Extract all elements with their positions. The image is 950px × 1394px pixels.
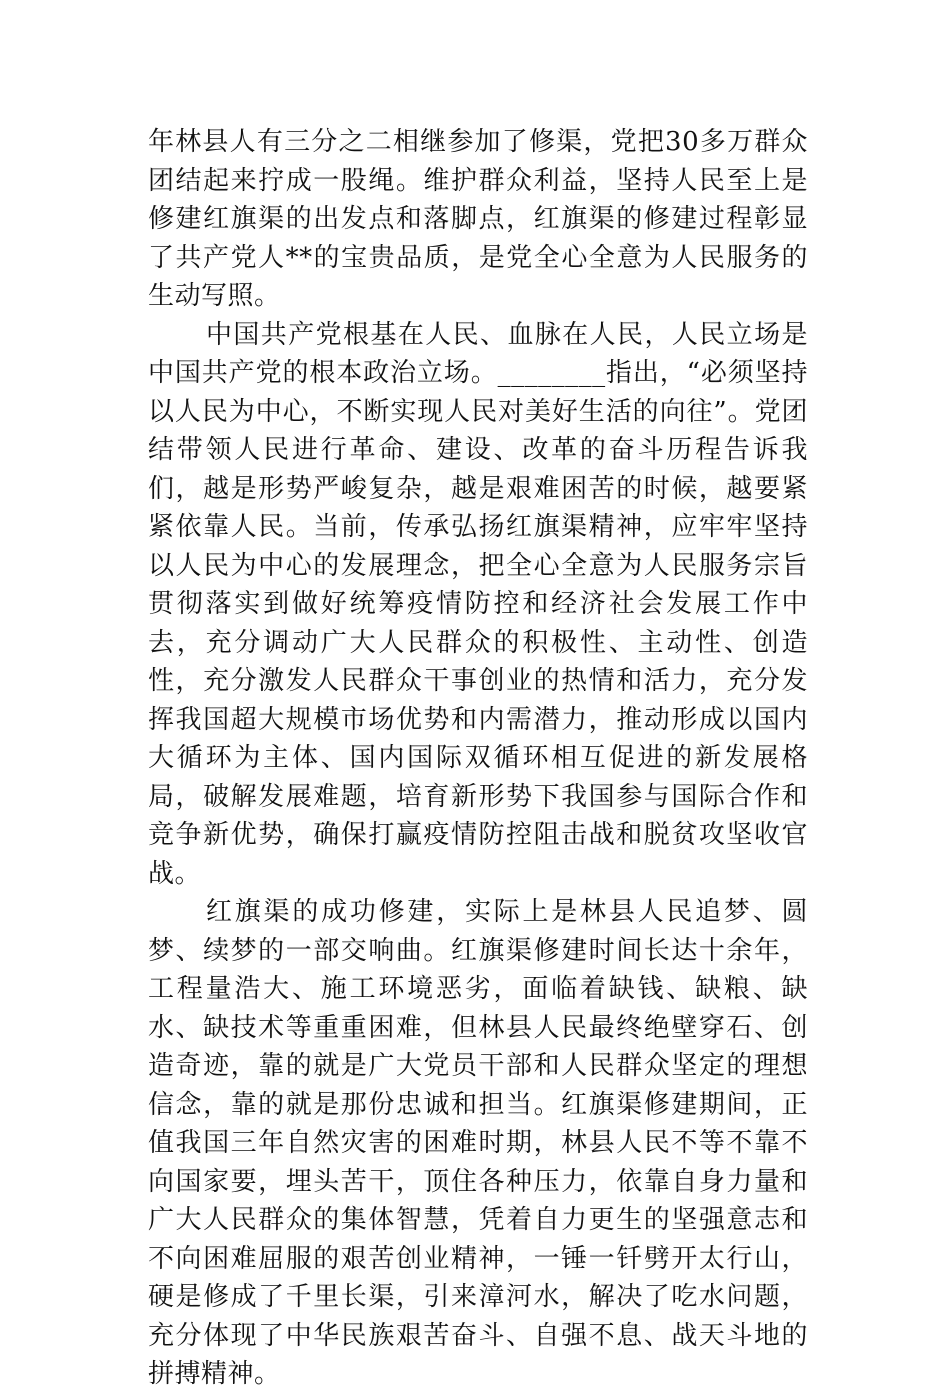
paragraph-3: 红旗渠的成功修建，实际上是林县人民追梦、圆梦、续梦的一部交响曲。红旗渠修建时间长达十余年，工程量浩大、施工环境恶劣，面临着缺钱、缺粮、缺水、缺技术等重重困难，但林县人民最终绝壁穿石、创造奇迹，靠的就是广大党员干部和人民群众坚定的理想信念，靠的就是那份忠诚和担当。红旗渠修建期间，正值我国三年自然灾害的困难时期，林县人民不等不靠不向国家要，埋头苦干，顶住各种压力，依靠自身力量和广大人民群众的集体智慧，凭着自力更生的坚强意志和不向困难屈服的艰苦创业精神，一锤一钎劈开太行山，硬是修成了千里长渠，引来漳河水，解决了吃水问题，充分体现了中华民族艰苦奋斗、自强不息、战天斗地的拼搏精神。 xyxy=(148,897,808,1389)
paragraph-2: 中国共产党根基在人民、血脉在人民，人民立场是中国共产党的根本政治立场。________指出，“必须坚持以人民为中心，不断实现人民对美好生活的向往”。党团结带领人民进行革命、建设、改革的奋斗历程告诉我们，越是形势严峻复杂，越是艰难困苦的时候，越要紧紧依靠人民。当前，传承弘扬红旗渠精神，应牢牢坚持以人民为中心的发展理念，把全心全意为人民服务宗旨贯彻落实到做好统筹疫情防控和经济社会发展工作中去，充分调动广大人民群众的积极性、主动性、创造性，充分激发人民群众干事创业的热情和活力，充分发挥我国超大规模市场优势和内需潜力，推动形成以国内大循环为主体、国内国际双循环相互促进的新发展格局，破解发展难题，培育新形势下我国参与国际合作和竞争新优势，确保打赢疫情防控阻击战和脱贫攻坚收官战。 xyxy=(148,319,808,889)
document-body xyxy=(148,123,808,1394)
paragraph-1: 年林县人有三分之二相继参加了修渠，党把30多万群众团结起来拧成一股绳。维护群众利益，坚持人民至上是修建红旗渠的出发点和落脚点，红旗渠的修建过程彰显了共产党人**的宝贵品质，是党全心全意为人民服务的生动写照。 xyxy=(148,127,808,311)
